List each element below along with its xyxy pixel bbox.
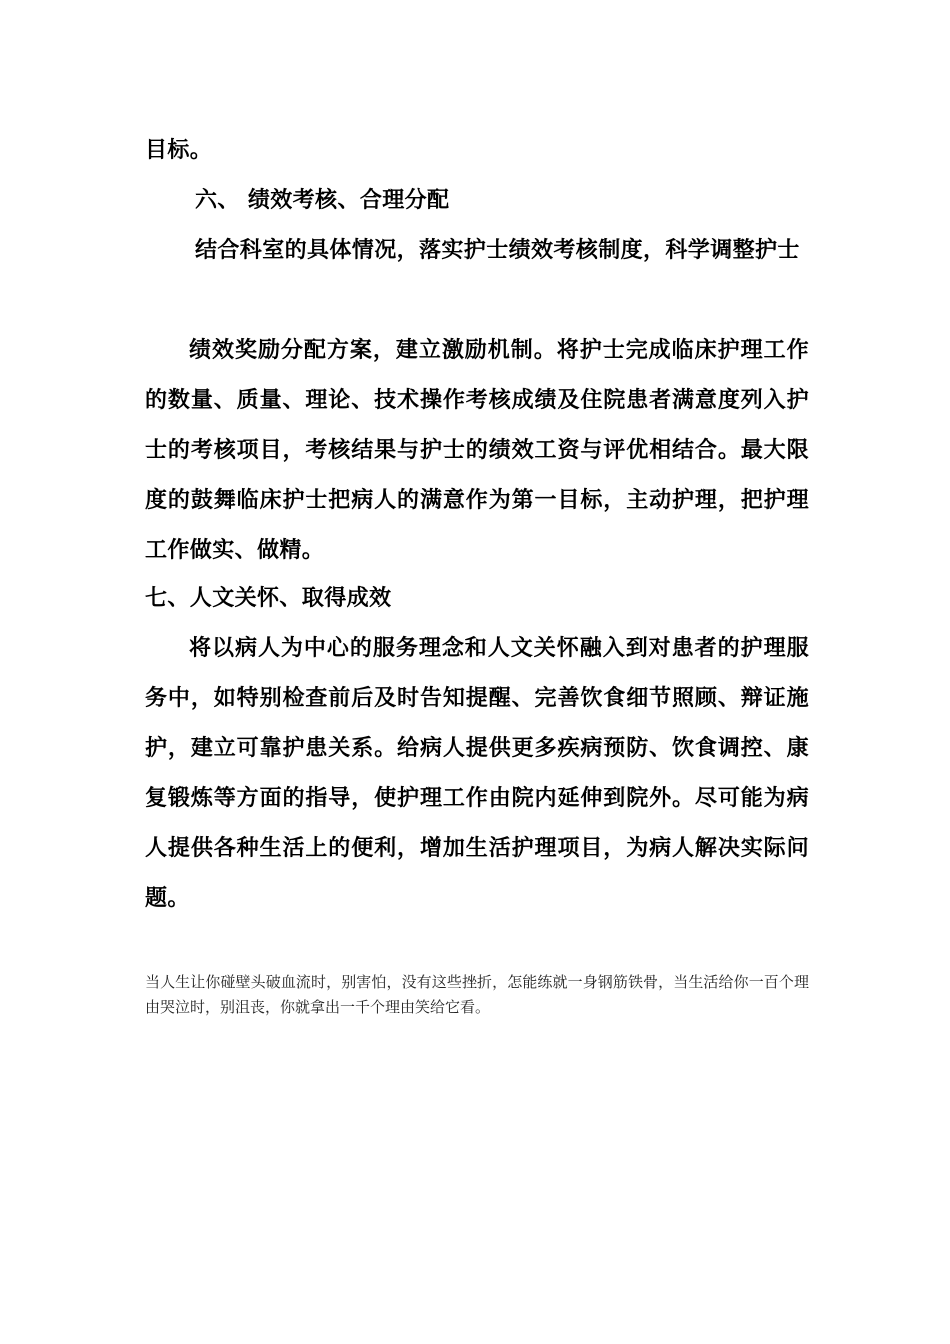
section-6-first-line: 结合科室的具体情况，落实护士绩效考核制度，科学调整护士 [195,238,800,263]
section-6-heading: 六、 绩效考核、合理分配 [195,188,450,213]
section-7-heading: 七、人文关怀、取得成效 [145,586,392,611]
section-7-body-paragraph: 将以病人为中心的服务理念和人文关怀融入到对患者的护理服务中，如特别检查前后及时告知提醒、完善饮食细节照顾、辩证施护，建立可靠护患关系。给病人提供更多疾病预防、饮食调控、康复锻炼等方面的指导，使护理工作由院内延伸到院外。尽可能为病人提供各种生活上的便利，增加生活护理项目，为病人解决实际问题。 [145,636,809,911]
footer-quote: 当人生让你碰壁头破血流时，别害怕，没有这些挫折，怎能练就一身钢筋铁骨，当生活给你一百个理由哭泣时，别沮丧，你就拿出一千个理由笑给它看。 [145,973,809,1016]
carry-over-line: 目标。 [145,138,213,163]
section-6-continuation-paragraph: 绩效奖励分配方案，建立激励机制。将护士完成临床护理工作的数量、质量、理论、技术操作考核成绩及住院患者满意度列入护士的考核项目，考核结果与护士的绩效工资与评优相结合。最大限度的鼓舞临床护士把病人的满意作为第一目标，主动护理，把护理工作做实、做精。 [145,338,809,563]
